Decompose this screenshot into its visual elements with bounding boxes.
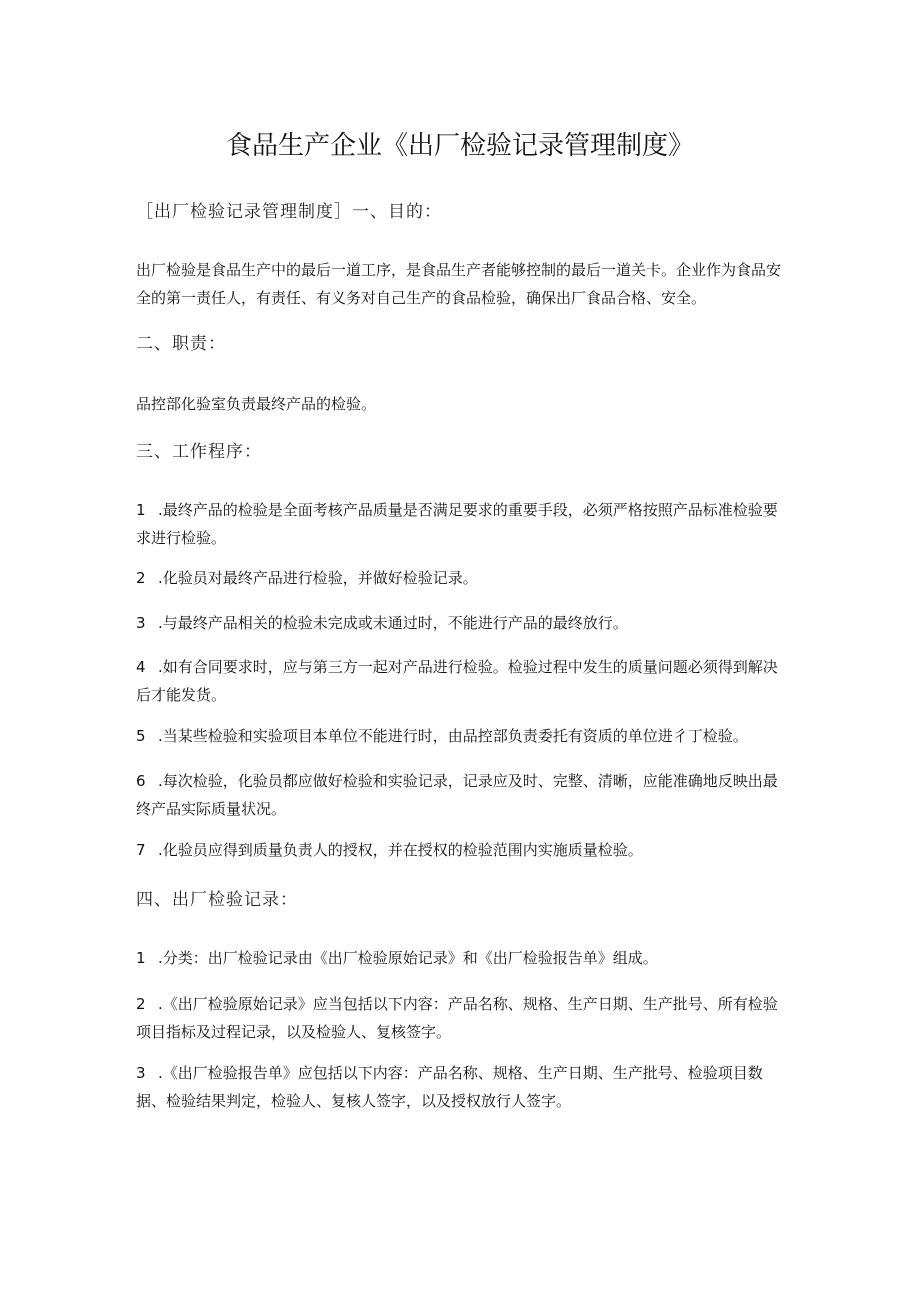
item-number: 2 [136,569,146,587]
procedure-item-2 [136,564,786,592]
section-heading-duties: 二、职责： [136,334,226,354]
section-heading-purpose: ［出厂检验记录管理制度］一、目的： [136,202,442,222]
procedure-item-1 [136,496,786,552]
duties-paragraph: 品控部化验室负责最终产品的检验。 [136,395,377,413]
item-text: .最终产品的检验是全面考核产品质量是否满足要求的重要手段，必须严格按照产品标准检验要求进行检验。 [136,501,778,547]
procedure-item-7 [136,836,786,864]
records-item-3 [136,1059,786,1115]
document-title: 食品生产企业《出厂检验记录管理制度》 [225,131,694,161]
procedure-item-5 [136,722,786,750]
records-item-2 [136,990,786,1046]
item-number: 3 [136,1064,146,1082]
item-text: .《出厂检验报告单》应包括以下内容：产品名称、规格、生产日期、生产批号、检验项目数据、检验结果判定，检验人、复核人签字，以及授权放行人签字。 [136,1064,763,1110]
item-number: 6 [136,772,146,790]
item-number: 1 [136,501,146,519]
item-number: 7 [136,841,146,859]
item-text: .当某些检验和实验项目本单位不能进行时，由品控部负责委托有资质的单位进彳丁检验。 [158,727,748,745]
item-number: 3 [136,614,146,632]
item-number: 2 [136,995,146,1013]
procedure-item-3 [136,609,786,637]
purpose-paragraph: 出厂检验是食品生产中的最后一道工序，是食品生产者能够控制的最后一道关卡。企业作为食品安全的第一责任人，有责任、有义务对自己生产的食品检验，确保出厂食品合格、安全。 [136,261,782,307]
section-heading-records: 四、出厂检验记录： [136,890,298,910]
item-number: 1 [136,949,146,967]
procedure-item-4 [136,653,786,709]
item-number: 4 [136,658,146,676]
item-text: .化验员应得到质量负责人的授权，并在授权的检验范围内实施质量检验。 [158,841,643,859]
item-number: 5 [136,727,146,745]
records-item-1 [136,944,786,972]
procedure-item-6 [136,767,786,823]
item-text: .每次检验，化验员都应做好检验和实验记录，记录应及时、完整、清晰，应能准确地反映出最终产品实际质量状况。 [136,772,778,818]
item-text: .化验员对最终产品进行检验，并做好检验记录。 [158,569,478,587]
item-text: .《出厂检验原始记录》应当包括以下内容：产品名称、规格、生产日期、生产批号、所有检验项目指标及过程记录，以及检验人、复核签字。 [136,995,778,1041]
section-heading-procedure: 三、工作程序： [136,442,262,462]
item-text: .如有合同要求时，应与第三方一起对产品进行检验。检验过程中发生的质量问题必须得到解决后才能发货。 [136,658,778,704]
item-text: .分类：出厂检验记录由《出厂检验原始记录》和《出厂检验报告单》组成。 [158,949,658,967]
item-text: .与最终产品相关的检验未完成或未通过时，不能进行产品的最终放行。 [158,614,628,632]
